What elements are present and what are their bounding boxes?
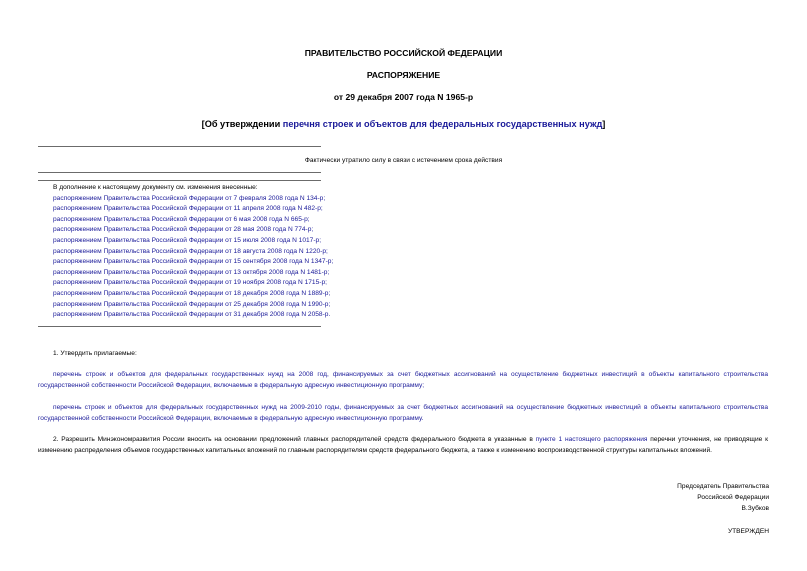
amendments-intro: В дополнение к настоящему документу см. изменения внесенные: [53, 184, 258, 191]
title-open-bracket: [ [201, 119, 205, 129]
government-heading: ПРАВИТЕЛЬСТВО РОССИЙСКОЙ ФЕДЕРАЦИИ [304, 48, 503, 58]
paragraph-2-link[interactable]: пункте 1 настоящего распоряжения [535, 436, 648, 443]
document-type-heading: РАСПОРЯЖЕНИЕ [366, 70, 441, 80]
amendment-link[interactable]: распоряжением Правительства Российской Федерации от 18 августа 2008 года N 1220-р; [53, 247, 328, 255]
amendment-link[interactable]: распоряжением Правительства Российской Федерации от 15 июля 2008 года N 1017-р; [53, 236, 322, 244]
list-item-1-link[interactable]: перечень строек и объектов для федеральных государственных нужд на 2008 год, финансируемых за счет бюджетных ассигнований на осуществление бюджетных инвестиций в объекты капитального строительства государственной собственности Российской Федерации, включаемые в федеральную адресную инвестиционную программу; [38, 371, 768, 389]
amendments-block [53, 183, 333, 321]
amendment-link[interactable]: распоряжением Правительства Российской Федерации от 28 мая 2008 года N 774-р; [53, 226, 314, 234]
approved-stamp: УТВЕРЖДЕН [727, 528, 769, 535]
title-link[interactable]: перечня строек и объектов для федеральных государственных нужд [282, 119, 603, 129]
approved-list-item-2 [38, 403, 768, 424]
amendment-link[interactable]: распоряжением Правительства Российской Федерации от 6 мая 2008 года N 665-р; [53, 215, 310, 223]
document-title [0, 119, 807, 129]
amendment-link[interactable]: распоряжением Правительства Российской Федерации от 31 декабря 2008 года N 2058-р. [53, 311, 331, 319]
signature-country: Российской Федерации [697, 493, 769, 501]
amendment-link[interactable]: распоряжением Правительства Российской Федерации от 18 декабря 2008 года N 1889-р; [53, 289, 331, 297]
amendment-link[interactable]: распоряжением Правительства Российской Федерации от 7 февраля 2008 года N 134-р; [53, 194, 326, 202]
divider [38, 326, 321, 327]
amendment-link[interactable]: распоряжением Правительства Российской Федерации от 11 апреля 2008 года N 482-р; [53, 205, 323, 213]
divider [38, 172, 321, 173]
divider [38, 146, 321, 147]
approved-list-item-1 [38, 370, 768, 391]
amendment-link[interactable]: распоряжением Правительства Российской Федерации от 15 сентября 2008 года N 1347-р; [53, 258, 334, 266]
status-note: Фактически утратило силу в связи с истечением срока действия [304, 157, 503, 164]
divider [38, 180, 321, 181]
signature-block [677, 482, 769, 514]
amendment-link[interactable]: распоряжением Правительства Российской Федерации от 25 декабря 2008 года N 1990-р; [53, 300, 331, 308]
paragraph-2-end: перечни уточнения, не приводящие к изменению распределения объемов государственных капитальных вложений по главным распорядителям средств федерального бюджета, а также к изменению воспроизводственной структуры капитальных вложений. [38, 436, 768, 454]
paragraph-2-start: 2. Разрешить Минэкономразвития России вносить на основании предложений главных распорядителей средств федерального бюджета в указанные в [53, 436, 536, 443]
title-prefix: Об утверждении [204, 119, 283, 129]
signature-position: Председатель Правительства [677, 483, 769, 490]
signature-name: В.Зубков [741, 504, 769, 512]
title-close-bracket: ] [602, 119, 606, 129]
paragraph-2 [38, 435, 768, 456]
paragraph-1: 1. Утвердить прилагаемые: [53, 350, 137, 357]
list-item-2-link[interactable]: перечень строек и объектов для федеральных государственных нужд на 2009-2010 годы, финансируемых за счет бюджетных ассигнований на осуществление бюджетных инвестиций в объекты капитального строительства государственной собственности Российской Федерации, включаемые в федеральную адресную инвестиционную программу. [38, 404, 768, 422]
amendment-link[interactable]: распоряжением Правительства Российской Федерации от 19 ноября 2008 года N 1715-р; [53, 279, 327, 287]
amendment-link[interactable]: распоряжением Правительства Российской Федерации от 13 октября 2008 года N 1481-р; [53, 268, 330, 276]
document-date-number: от 29 декабря 2007 года N 1965-р [333, 92, 474, 102]
